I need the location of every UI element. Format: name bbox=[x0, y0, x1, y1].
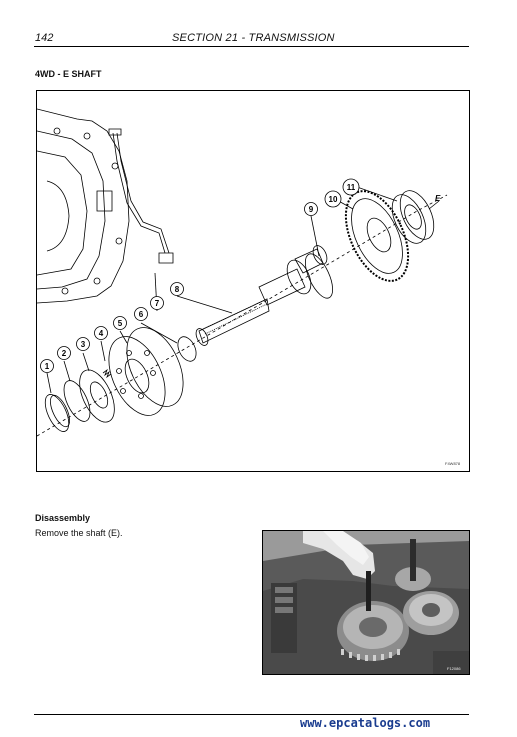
subsection-title: 4WD - E SHAFT bbox=[35, 69, 102, 79]
callout-6: 6 bbox=[138, 310, 144, 319]
disassembly-heading: Disassembly bbox=[35, 513, 91, 523]
disassembly-instruction: Remove the shaft (E). bbox=[35, 528, 123, 538]
footer-divider bbox=[34, 714, 469, 715]
callout-4: 4 bbox=[98, 329, 104, 338]
callout-10: 10 bbox=[328, 195, 338, 204]
callout-1: 1 bbox=[44, 362, 50, 371]
exploded-view-drawing bbox=[37, 91, 469, 471]
figure-id: F4W878 bbox=[445, 461, 461, 466]
disassembly-photo bbox=[262, 530, 470, 675]
callout-3: 3 bbox=[80, 340, 86, 349]
photo-figure-id: F12086 bbox=[447, 666, 461, 671]
callout-9: 9 bbox=[308, 205, 314, 214]
disassembly-photo-drawing bbox=[263, 531, 469, 674]
callout-11: 11 bbox=[346, 183, 356, 192]
header-divider bbox=[34, 46, 469, 47]
page-number: 142 bbox=[35, 32, 54, 44]
exploded-view-figure bbox=[36, 90, 470, 472]
footer-website-link[interactable]: www.epcatalogs.com bbox=[300, 716, 431, 730]
callout-8: 8 bbox=[174, 285, 180, 294]
section-title: SECTION 21 - TRANSMISSION bbox=[172, 32, 335, 44]
callout-7: 7 bbox=[154, 299, 160, 308]
callout-2: 2 bbox=[61, 349, 67, 358]
callout-5: 5 bbox=[117, 319, 123, 328]
shaft-letter-label: E bbox=[435, 194, 441, 203]
